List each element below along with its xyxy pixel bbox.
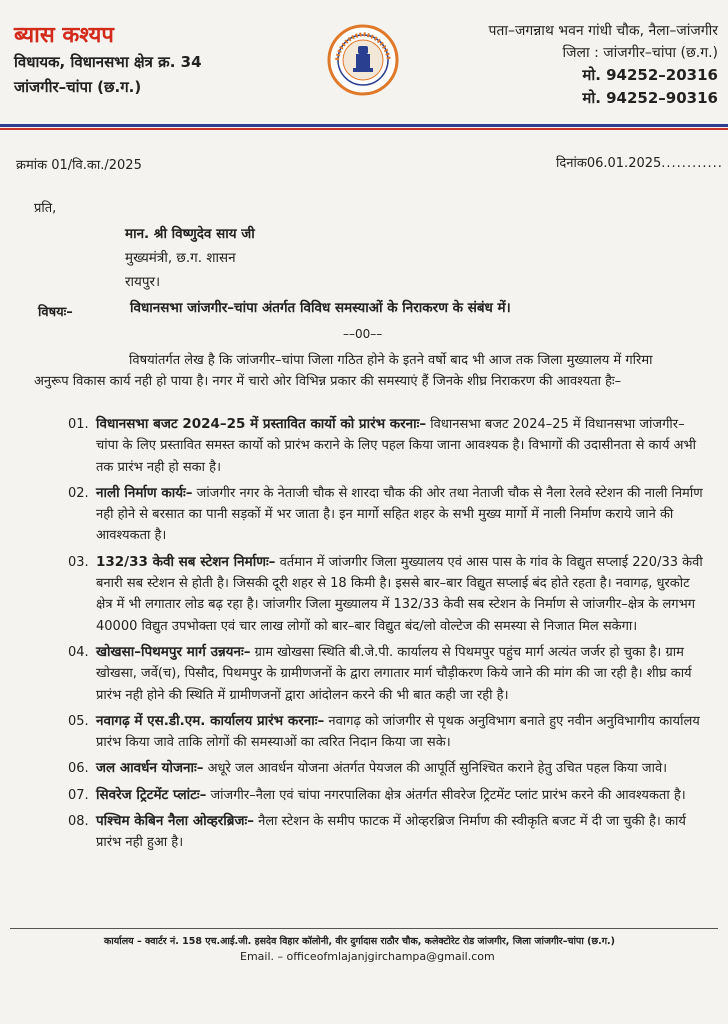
item-title: 132/33 केवी सब स्टेशन निर्माणः–: [96, 553, 276, 570]
item-number: 03.: [68, 554, 89, 570]
recipient-name: मान. श्री विष्णुदेव साय जी: [125, 226, 255, 242]
date-value: 06.01.2025: [586, 156, 662, 171]
item-number: 04.: [68, 644, 89, 660]
office-address: कार्यालय – क्वार्टर नं. 158 एच.आई.जी. हसदेव विहार कॉलोनी, वीर दुर्गादास राठौर चौक, कलेक्टोरेट रोड जांजगीर, जिला जांजगीर–चांपा (छ.ग.): [104, 936, 616, 947]
list-item: [68, 711, 704, 754]
item-number: 05.: [68, 713, 89, 729]
header-divider-red: [0, 128, 728, 130]
item-number: 02.: [68, 485, 89, 501]
mla-place: जांजगीर–चांपा (छ.ग.): [14, 78, 142, 96]
item-text: अधूरे जल आवर्धन योजना अंतर्गत पेयजल की आपूर्ति सुनिश्चित कराने हेतु उचित पहल किया जावे।: [207, 761, 668, 777]
ref-label: क्रमांक: [16, 158, 48, 173]
item-text: जांजगीर नगर के नेताजी चौक से शारदा चौक की ओर तथा नेताजी चौक से नैला रेलवे स्टेशन की नाली निर्माण नही होने से बरसात का पानी सड़कों में भर जाता है। इन मार्गो सहित शहर के सभी मुख्य मार्गो में नाली निर्माण कराये जाने की आवश्यकता है।: [96, 485, 703, 544]
address-line-2: जिला : जांजगीर–चांपा (छ.ग.): [562, 45, 718, 61]
item-text: विधानसभा बजट 2024–25 में विधानसभा जांजगीर–चांपा के लिए प्रस्तावित समस्त कार्यो को प्रारंभ कराने के लिए पहल किया जाना आवश्यक है। विभागों की उदासीनता से कार्य अभी तक प्रारंभ नही हो सका है।: [96, 417, 696, 475]
list-item: [68, 642, 704, 706]
item-number: 06.: [68, 761, 89, 777]
item-text: नवागढ़ को जांजगीर से पृथक अनुविभाग बनाते हुए नवीन अनुविभागीय कार्यालय प्रारंभ किया जावे ताकि लोगों की समस्याओं का त्वरित निदान किया जा सके।: [96, 713, 700, 751]
item-text: ग्राम खोखसा स्थिति बी.जे.पी. कार्यालय से पिथमपुर पहुंच मार्ग अत्यंत जर्जर हो चुका है। ग्राम खोखसा, जर्वे(च), पिसौद, पिथमपुर के ग्रामीणजनों के द्वारा लगातार मार्ग चौड़ीकरण किये जाने की मांग की जा रही है। शीघ्र कार्य प्रारंभ नही होने की स्थिति में ग्रामीणजनों द्वारा आंदोलन करने की भी बात कही जा रही है।: [96, 644, 692, 703]
footer-divider: [10, 928, 718, 929]
letterhead-right: [488, 20, 718, 110]
salutation: प्रति,: [34, 201, 57, 216]
mla-designation: विधायक, विधानसभा क्षेत्र क्र. 34: [14, 53, 202, 71]
separator: ––00––: [343, 327, 383, 341]
item-title: नाली निर्माण कार्यः–: [96, 484, 193, 501]
recipient-title: मुख्यमंत्री, छ.ग. शासन: [125, 250, 236, 266]
issue-list: [68, 414, 704, 859]
letter-date: [556, 153, 723, 171]
list-item: [68, 811, 704, 854]
ref-value: 01/वि.का./2025: [51, 158, 142, 173]
email-label: Email. –: [240, 950, 284, 963]
recipient-block: [125, 222, 255, 294]
date-label: दिनांक: [556, 156, 587, 171]
reference-number: [16, 155, 142, 173]
letterhead-left: [14, 22, 202, 100]
item-number: 01.: [68, 417, 89, 432]
subject-label: विषयः–: [38, 305, 73, 320]
item-title: विधानसभा बजट 2024–25 में प्रस्तावित कार्यो को प्रारंभ करनाः–: [96, 416, 427, 432]
assembly-seal-icon: [327, 24, 399, 96]
email-address: officeofmlajanjgirchampa@gmail.com: [286, 950, 495, 963]
subject-text: विधानसभा जांजगीर–चांपा अंतर्गत विविध समस्याओं के निराकरण के संबंध में।: [130, 300, 511, 316]
list-item: [68, 483, 704, 547]
item-title: पश्चिम केबिन नैला ओव्हरब्रिजः–: [96, 813, 254, 830]
mla-name: ब्यास कश्यप: [14, 23, 114, 48]
item-number: 07.: [68, 787, 89, 803]
list-item: [68, 414, 704, 478]
item-title: सिवरेज ट्रिटमेंट प्लांटः–: [96, 786, 207, 803]
date-dots: ............: [661, 156, 723, 171]
item-title: नवागढ़ में एस.डी.एम. कार्यालय प्रारंभ करनाः–: [96, 712, 325, 729]
address-line-1: पता–जगन्नाथ भवन गांधी चौक, नैला–जांजगीर: [488, 23, 718, 39]
list-item: [68, 785, 704, 806]
intro-paragraph: विषयांतर्गत लेख है कि जांजगीर–चांपा जिला गठित होने के इतने वर्षो बाद भी आज तक जिला मुख्यालय में गरिमा अनुरूप विकास कार्य नही हो पाया है। नगर में चारो ओर विभिन्न प्रकार की समस्याएं हैं जिनके शीघ्र निराकरण की आवश्यता हैः–: [34, 353, 653, 389]
list-item: [68, 552, 704, 637]
item-text: वर्तमान में जांजगीर जिला मुख्यालय एवं आस पास के गांव के विद्युत सप्लाई 220/33 केवी बनारी सब स्टेशन से होती है। जिसकी दूरी शहर से 18 किमी है। इससे बार–बार विद्युत सप्लाई बंद होते रहता है। नवागढ़, धुरकोट क्षेत्र में भी लगातार लोड बढ़ रहा है। जांजगीर जिला मुख्यालय में 132/33 केवी सब स्टेशन के निर्माण से जांजगीर–क्षेत्र के लगभग 40000 विद्युत उपभोक्ता एवं चार लाख लोगों को बार–बार विद्युत बंद/लो वोल्टेज की समस्या से निजात मिल सकेगा।: [96, 554, 703, 634]
mobile-2: मो. 94252–90316: [582, 89, 718, 107]
letter-body: [34, 350, 690, 392]
recipient-city: रायपुर।: [125, 274, 161, 290]
item-number: 08.: [68, 814, 89, 830]
item-text: जांजगीर–नैला एवं चांपा नगरपालिका क्षेत्र अंतर्गत सीवरेज ट्रिटमेंट प्लांट प्रारंभ करने की आवश्यकता है।: [210, 787, 686, 803]
item-text: नैला स्टेशन के समीप फाटक में ओव्हरब्रिज निर्माण की स्वीकृति बजट में दी जा चुकी है। कार्य प्रारंभ नही हुआ है।: [96, 814, 686, 851]
item-title: जल आवर्धन योजनाः–: [96, 760, 204, 777]
item-title: खोखसा–पिथमपुर मार्ग उन्नयनः–: [96, 643, 251, 660]
office-email: [240, 950, 495, 963]
mobile-1: मो. 94252–20316: [582, 66, 718, 84]
list-item: [68, 758, 704, 779]
header-divider-blue: [0, 124, 728, 127]
